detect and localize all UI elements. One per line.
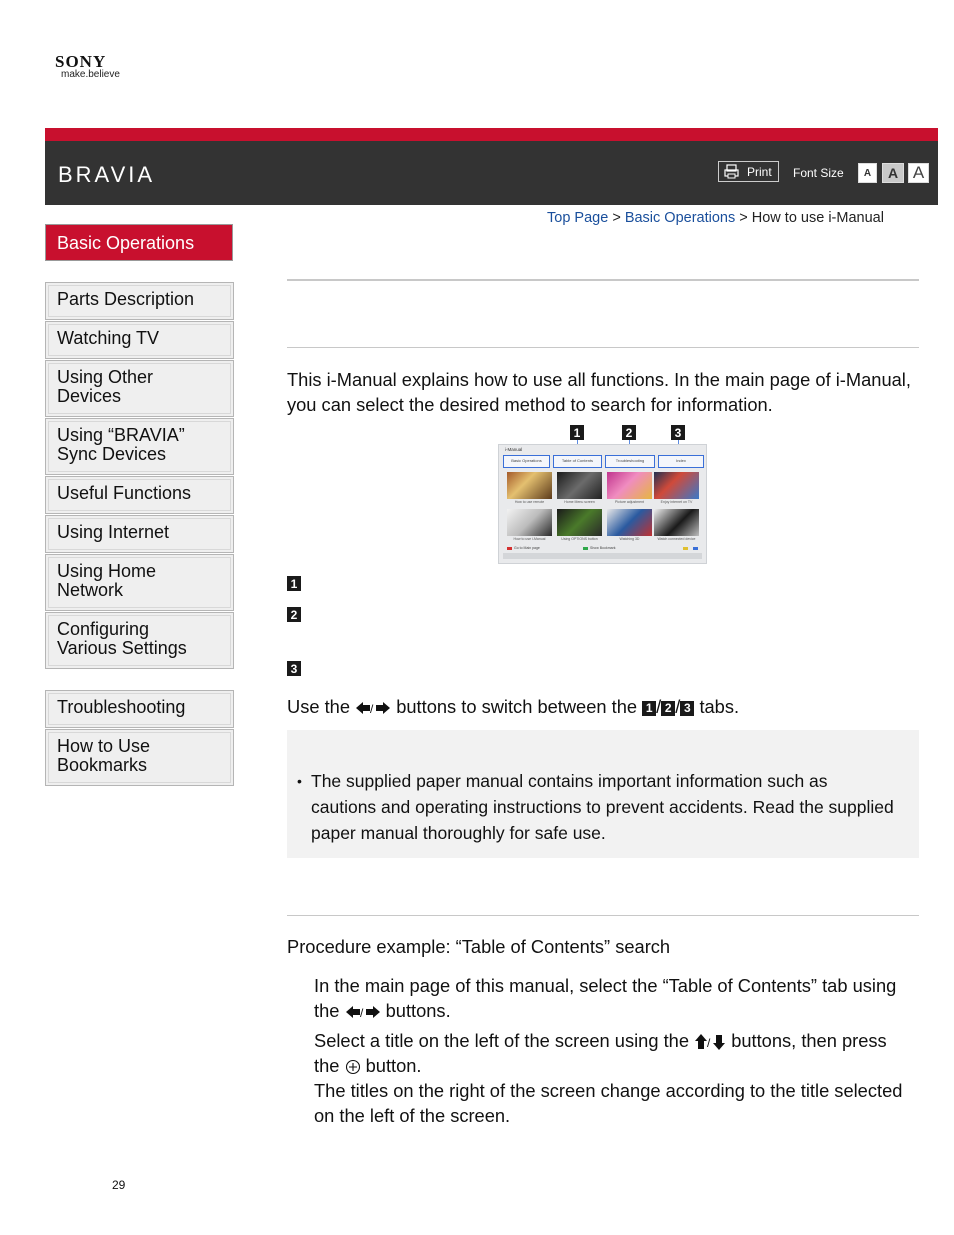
figure-tab-table-of-contents: Table of Contents (553, 455, 602, 468)
figure-thumbnail (557, 509, 602, 536)
figure-marker-3: 3 (671, 425, 685, 440)
instruction-text: buttons to switch between the (396, 696, 638, 717)
note-text: The supplied paper manual contains important information such as cautions and operating instructions to prevent accidents. Read the supplied paper manual thoroughly for safe use. (311, 771, 894, 843)
figure-thumbnail (607, 472, 652, 499)
header-accent-bar (45, 128, 938, 141)
figure-title: i-Manual (505, 447, 523, 452)
divider (287, 915, 919, 916)
breadcrumb-separator: > (612, 210, 621, 226)
product-logo: BRAVIA (58, 162, 156, 187)
font-size-large-button[interactable]: A (908, 163, 929, 183)
figure-thumbnail (654, 509, 699, 536)
figure-thumbnail (654, 472, 699, 499)
figure-caption: Enjoy internet on TV (660, 500, 693, 504)
step-text: buttons, then press the (314, 1030, 887, 1076)
tagline: make.believe (61, 69, 120, 80)
enter-button-icon (345, 1059, 361, 1075)
sony-logo: SONY (55, 52, 107, 71)
svg-text:/: / (707, 1036, 711, 1051)
left-right-arrows-icon (345, 1004, 381, 1020)
figure-thumbnail (507, 472, 552, 499)
figure-green-key (583, 547, 588, 550)
intro-paragraph: This i-Manual explains how to use all functions. In the main page of i-Manual, you can select the desired method to search for information. (287, 369, 911, 415)
legend-marker-2: 2 (287, 607, 301, 622)
step-text: buttons. (385, 1000, 451, 1021)
breadcrumb (547, 210, 884, 226)
tab-number-2: 2 (661, 701, 675, 716)
sidebar-item-using-internet[interactable] (45, 515, 234, 553)
svg-text:/: / (359, 1006, 363, 1021)
breadcrumb-basic-operations[interactable]: Basic Operations (624, 210, 736, 226)
divider (287, 347, 919, 348)
figure-caption: Picture adjustment (615, 500, 644, 504)
sidebar-item-basic-operations[interactable]: Basic Operations (45, 224, 233, 261)
breadcrumb-separator: > (739, 210, 748, 226)
bullet-icon: • (297, 773, 302, 789)
print-button[interactable] (718, 161, 779, 182)
font-size-label: Font Size (793, 166, 844, 180)
figure-red-key (507, 547, 512, 550)
font-size-small-button[interactable]: A (858, 163, 877, 183)
tab-number-1: 1 (642, 701, 656, 716)
figure-status-bar (503, 553, 702, 559)
step-text: button. (365, 1055, 422, 1076)
figure-tab-basic-operations: Basic Operations (503, 455, 550, 468)
sidebar-item-label: Parts Description (57, 289, 195, 309)
sidebar-item-label: Using Other Devices (57, 367, 154, 406)
font-size-medium-button[interactable]: A (882, 163, 904, 183)
sidebar-item-configuring-settings[interactable] (45, 612, 234, 669)
tab-number-3: 3 (680, 701, 694, 716)
figure-caption: Watching 3D (619, 537, 640, 541)
figure-blue-key (693, 547, 698, 550)
sidebar-item-using-home-network[interactable] (45, 554, 234, 611)
sidebar-item-label: Useful Functions (57, 483, 192, 503)
print-label: Print (747, 164, 772, 179)
figure-tab-index: Index (658, 455, 704, 468)
sidebar-item-parts-description[interactable] (45, 282, 234, 320)
sidebar-item-using-other-devices[interactable] (45, 360, 234, 417)
sidebar-item-label: Using Home Network (57, 561, 157, 600)
figure-caption: Home Menu screen (564, 500, 595, 504)
figure-caption: How to use i-Manual (513, 537, 546, 541)
figure-thumbnail (557, 472, 602, 499)
figure-tab-troubleshooting: Troubleshooting (605, 455, 655, 468)
sidebar-item-troubleshooting[interactable] (45, 690, 234, 728)
sidebar-item-using-bravia-sync[interactable] (45, 418, 234, 475)
instruction-text: tabs. (699, 696, 740, 717)
figure-thumbnail (507, 509, 552, 536)
note-item (297, 768, 897, 846)
procedure-step-2 (314, 1028, 914, 1128)
figure-caption: How to use remote (514, 500, 545, 504)
legend-marker-1: 1 (287, 576, 301, 591)
breadcrumb-current: How to use i-Manual (751, 210, 884, 226)
sidebar-item-label: Using “BRAVIA” Sync Devices (57, 425, 185, 464)
print-icon (723, 164, 743, 179)
sidebar-item-label: Using Internet (57, 522, 170, 542)
sidebar-item-label: Troubleshooting (57, 697, 186, 717)
imanual-screenshot-figure (498, 444, 707, 564)
figure-yellow-key (683, 547, 688, 550)
left-right-arrows-icon (355, 700, 391, 716)
step-text: In the main page of this manual, select the “Table of Contents” tab using the (314, 975, 897, 1021)
sidebar-item-label: How to Use Bookmarks (57, 736, 151, 775)
instruction-text: Use the (287, 696, 351, 717)
figure-marker-1: 1 (570, 425, 584, 440)
sidebar-item-watching-tv[interactable] (45, 321, 234, 359)
sidebar-item-useful-functions[interactable] (45, 476, 234, 514)
svg-text:/: / (370, 702, 374, 717)
figure-footer-left: Go to Main page (514, 546, 540, 550)
figure-thumbnail (607, 509, 652, 536)
breadcrumb-top-page[interactable]: Top Page (547, 210, 609, 226)
figure-caption: Using OPTIONS button (561, 537, 598, 541)
divider (287, 279, 919, 281)
tab-switch-instruction: Use the / buttons to switch between the 1 / 2 / 3 tabs. (287, 696, 740, 717)
sidebar-item-label: Configuring Various Settings (57, 619, 187, 658)
legend-marker-3: 3 (287, 661, 301, 676)
procedure-step-1 (314, 973, 914, 1023)
step-text: Select a title on the left of the screen using the (314, 1030, 689, 1051)
page-number: 29 (112, 1178, 126, 1192)
figure-footer-mid: Show Bookmark (590, 546, 616, 550)
procedure-title: Procedure example: “Table of Contents” search (287, 936, 671, 957)
step-detail: The titles on the right of the screen change according to the title selected on the left of the screen. (314, 1080, 903, 1126)
figure-marker-2: 2 (622, 425, 636, 440)
sidebar-item-label: Watching TV (57, 328, 160, 348)
figure-caption: Watch connected device (657, 537, 696, 541)
up-down-arrows-icon (694, 1033, 726, 1051)
sidebar-item-how-to-use-bookmarks[interactable] (45, 729, 234, 786)
